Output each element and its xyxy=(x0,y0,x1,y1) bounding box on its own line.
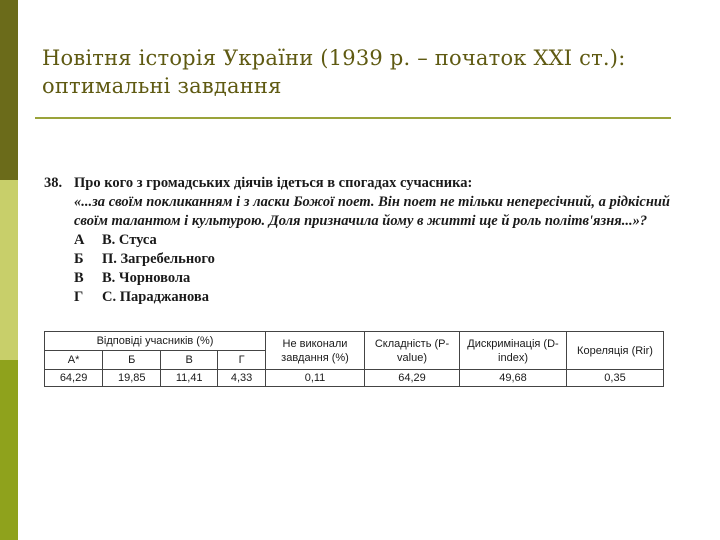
statistics-table xyxy=(44,331,664,387)
answer-letter: А* xyxy=(45,351,103,370)
title-divider xyxy=(35,117,671,119)
option-letter: Б xyxy=(74,251,84,267)
option-letter: А xyxy=(74,232,85,248)
slide-title xyxy=(42,44,702,100)
answer-percent: 64,29 xyxy=(45,370,103,387)
answer-letter: В xyxy=(161,351,218,370)
not-done-value: 0,11 xyxy=(266,370,365,387)
decorative-bar-middle xyxy=(0,180,18,360)
slide-title-line2: оптимальні завдання xyxy=(42,74,282,98)
answer-letter: Б xyxy=(103,351,161,370)
question-number: 38. xyxy=(44,175,63,191)
option-text: П. Загребельного xyxy=(102,251,215,267)
question-block xyxy=(44,174,670,307)
answer-option xyxy=(74,269,670,288)
answer-option xyxy=(74,288,670,307)
option-text: В. Стуса xyxy=(102,232,157,248)
slide-title-line1: Новітня історія України (1939 р. – початок ХХІ ст.): xyxy=(42,46,626,70)
option-letter: В xyxy=(74,270,84,286)
answer-letter: Г xyxy=(218,351,266,370)
difficulty-value: 64,29 xyxy=(365,370,460,387)
answer-option xyxy=(74,250,670,269)
header-discrimination: Дискримінація (D-index) xyxy=(460,332,567,370)
header-not-done: Не виконали завдання (%) xyxy=(266,332,365,370)
decorative-bar-top xyxy=(0,0,18,180)
header-correlation: Кореляція (Rir) xyxy=(567,332,664,370)
header-answers: Відповіді учасників (%) xyxy=(45,332,266,351)
answer-percent: 11,41 xyxy=(161,370,218,387)
decorative-bar-bottom xyxy=(0,360,18,540)
option-text: В. Чорновола xyxy=(102,270,191,286)
question-quote: «...за своїм покликанням і з ласки Божої поет. Він поет не тільки непересічний, а рідкісний своїм талантом і культурою. Доля призначила йому в житті ще й роль політв'язня...»? xyxy=(74,194,670,229)
answer-option xyxy=(74,231,670,250)
discrimination-value: 49,68 xyxy=(460,370,567,387)
correlation-value: 0,35 xyxy=(567,370,664,387)
option-text: С. Параджанова xyxy=(102,289,209,305)
header-difficulty: Складність (P-value) xyxy=(365,332,460,370)
answer-percent: 4,33 xyxy=(218,370,266,387)
answer-percent: 19,85 xyxy=(103,370,161,387)
question-text: Про кого з громадських діячів ідеться в спогадах сучасника: xyxy=(74,175,473,191)
option-letter: Г xyxy=(74,289,84,305)
